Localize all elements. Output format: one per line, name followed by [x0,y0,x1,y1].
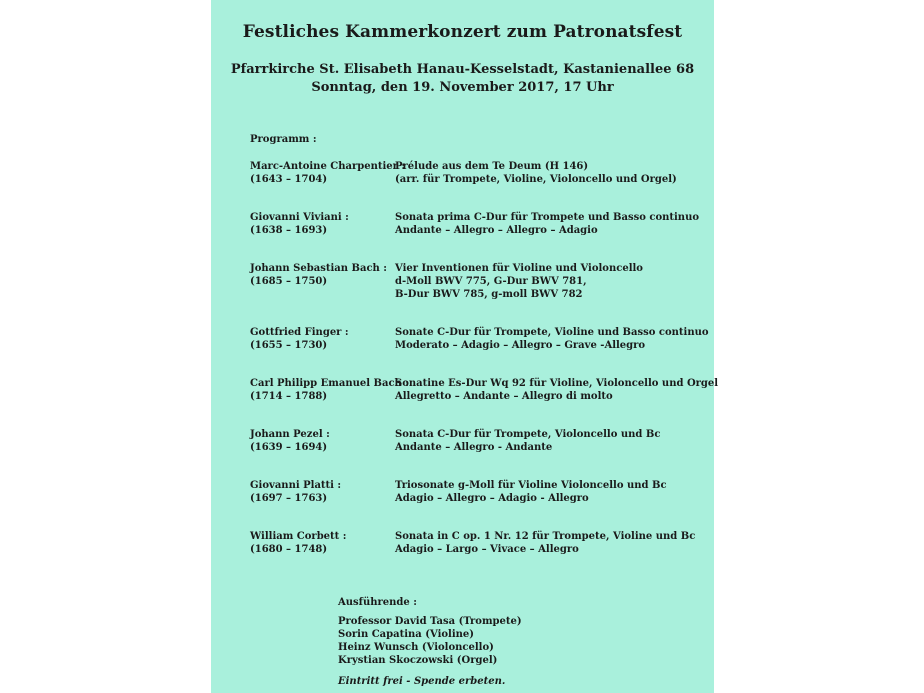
composer-block [250,377,409,403]
work-line: Vier Inventionen für Violine und Violoncello [395,263,643,274]
work-block [395,326,715,352]
work-line: B-Dur BWV 785, g-moll BWV 782 [395,289,583,300]
composer-block [250,530,395,556]
composer-name: Giovanni Platti : [250,480,342,491]
work-block [395,377,719,403]
performers-label: Ausführende : [338,597,417,608]
work-line: Sonata C-Dur für Trompete, Violoncello und Bc [395,429,661,440]
work-line: Sonata in C op. 1 Nr. 12 für Trompete, Violine und Bc [395,531,696,542]
performer: Heinz Wunsch (Violoncello) [338,642,494,653]
composer-block [250,326,395,352]
composer-name: Gottfried Finger : [250,327,349,338]
work-line: Allegretto – Andante – Allegro di molto [395,391,613,402]
concert-title: Festliches Kammerkonzert zum Patronatsfest [242,22,683,42]
concert-flyer [211,0,719,693]
work-block [395,160,715,186]
composer-years: (1685 – 1750) [250,276,328,287]
work-line: (arr. für Trompete, Violine, Violoncello und Orgel) [395,174,677,185]
performer: Professor David Tasa (Trompete) [338,616,522,627]
work-line: Adagio – Largo – Vivace – Allegro [395,544,579,555]
work-block [395,530,715,556]
composer-block [250,262,395,288]
venue-line: Pfarrkirche St. Elisabeth Hanau-Kesselstadt, Kastanienallee 68 [230,62,695,77]
composer-name: Marc-Antoine Charpentier : [250,161,406,172]
work-block [395,479,715,505]
work-line: Adagio – Allegro – Adagio - Allegro [395,493,589,504]
composer-name: Johann Sebastian Bach : [250,263,387,274]
composer-years: (1714 – 1788) [250,391,328,402]
composer-years: (1638 – 1693) [250,225,328,236]
work-line: Sonata prima C-Dur für Trompete und Basso continuo [395,212,700,223]
composer-block [250,428,395,454]
work-block [395,428,715,454]
work-block [395,211,715,237]
work-line: Andante – Allegro – Allegro – Adagio [395,225,598,236]
date-line: Sonntag, den 19. November 2017, 17 Uhr [311,80,614,95]
composer-name: William Corbett : [250,531,347,542]
composer-years: (1697 – 1763) [250,493,328,504]
admission-note: Eintritt frei - Spende erbeten. [338,676,506,687]
work-block [395,262,715,301]
work-line: Sonate C-Dur für Trompete, Violine und Basso continuo [395,327,709,338]
work-line: Sonatine Es-Dur Wq 92 für Violine, Violoncello und Orgel [395,378,719,389]
composer-block [250,160,406,186]
performers-block [338,596,522,667]
composer-name: Giovanni Viviani : [250,212,349,223]
performer: Sorin Capatina (Violine) [338,629,475,640]
work-line: Triosonate g-Moll für Violine Violoncello und Bc [395,480,667,491]
program-label: Programm : [250,134,317,145]
composer-block [250,479,395,505]
composer-block [250,211,395,237]
composer-years: (1680 – 1748) [250,544,328,555]
composer-years: (1639 – 1694) [250,442,328,453]
composer-years: (1655 – 1730) [250,340,328,351]
work-line: Prélude aus dem Te Deum (H 146) [395,161,589,172]
work-line: d-Moll BWV 775, G-Dur BWV 781, [395,276,587,287]
composer-years: (1643 – 1704) [250,174,328,185]
composer-name: Carl Philipp Emanuel Bach : [250,378,409,389]
performer: Krystian Skoczowski (Orgel) [338,655,498,666]
work-line: Moderato – Adagio – Allegro – Grave -Allegro [395,340,646,351]
composer-name: Johann Pezel : [250,429,330,440]
work-line: Andante – Allegro - Andante [395,442,553,453]
